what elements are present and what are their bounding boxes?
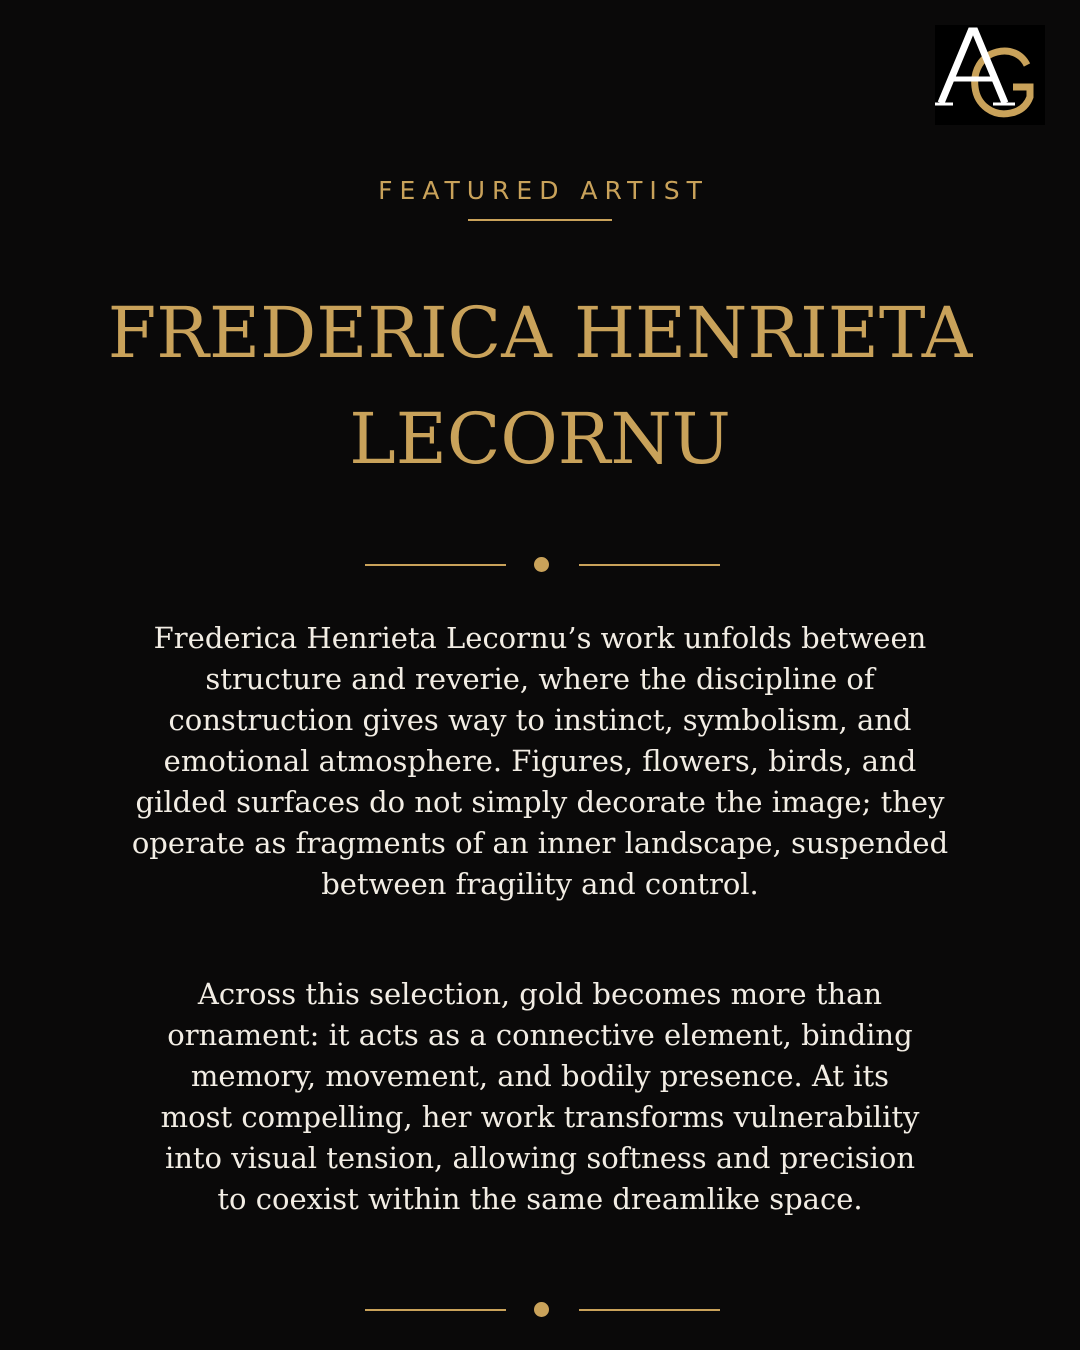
eyebrow-divider (468, 219, 612, 221)
divider-dot-icon (534, 557, 549, 572)
divider-line-right (579, 564, 720, 566)
artist-name (60, 280, 1020, 492)
divider-dot-icon (534, 1302, 549, 1317)
divider-line-right (579, 1309, 720, 1311)
artist-name-line-1: FREDERICA HENRIETA (107, 292, 973, 374)
divider-line-left (365, 1309, 506, 1311)
bio-paragraph-2: Across this selection, gold becomes more than ornament: it acts as a connective element, binding memory, movement, and bodily presence. At its most compelling, her work transforms vulnerability into visual tension, allowing softness and precision to coexist within the same dreamlike space. (160, 977, 920, 1216)
artist-name-line-2: LECORNU (349, 398, 731, 480)
ag-monogram-icon (935, 25, 1045, 125)
ornament-divider-bottom (365, 1302, 720, 1318)
featured-artist-label: FEATURED ARTIST (378, 176, 709, 205)
divider-line-left (365, 564, 506, 566)
bio-paragraph-1: Frederica Henrieta Lecornu’s work unfolds between structure and reverie, where the discipline of construction gives way to instinct, symbolism, and emotional atmosphere. Figures, flowers, birds, and gilded surfaces do not simply decorate the image; they operate as fragments of an inner landscape, suspended between fragility and control. (131, 621, 949, 901)
ornament-divider-top (365, 557, 720, 573)
brand-logo (935, 25, 1045, 125)
